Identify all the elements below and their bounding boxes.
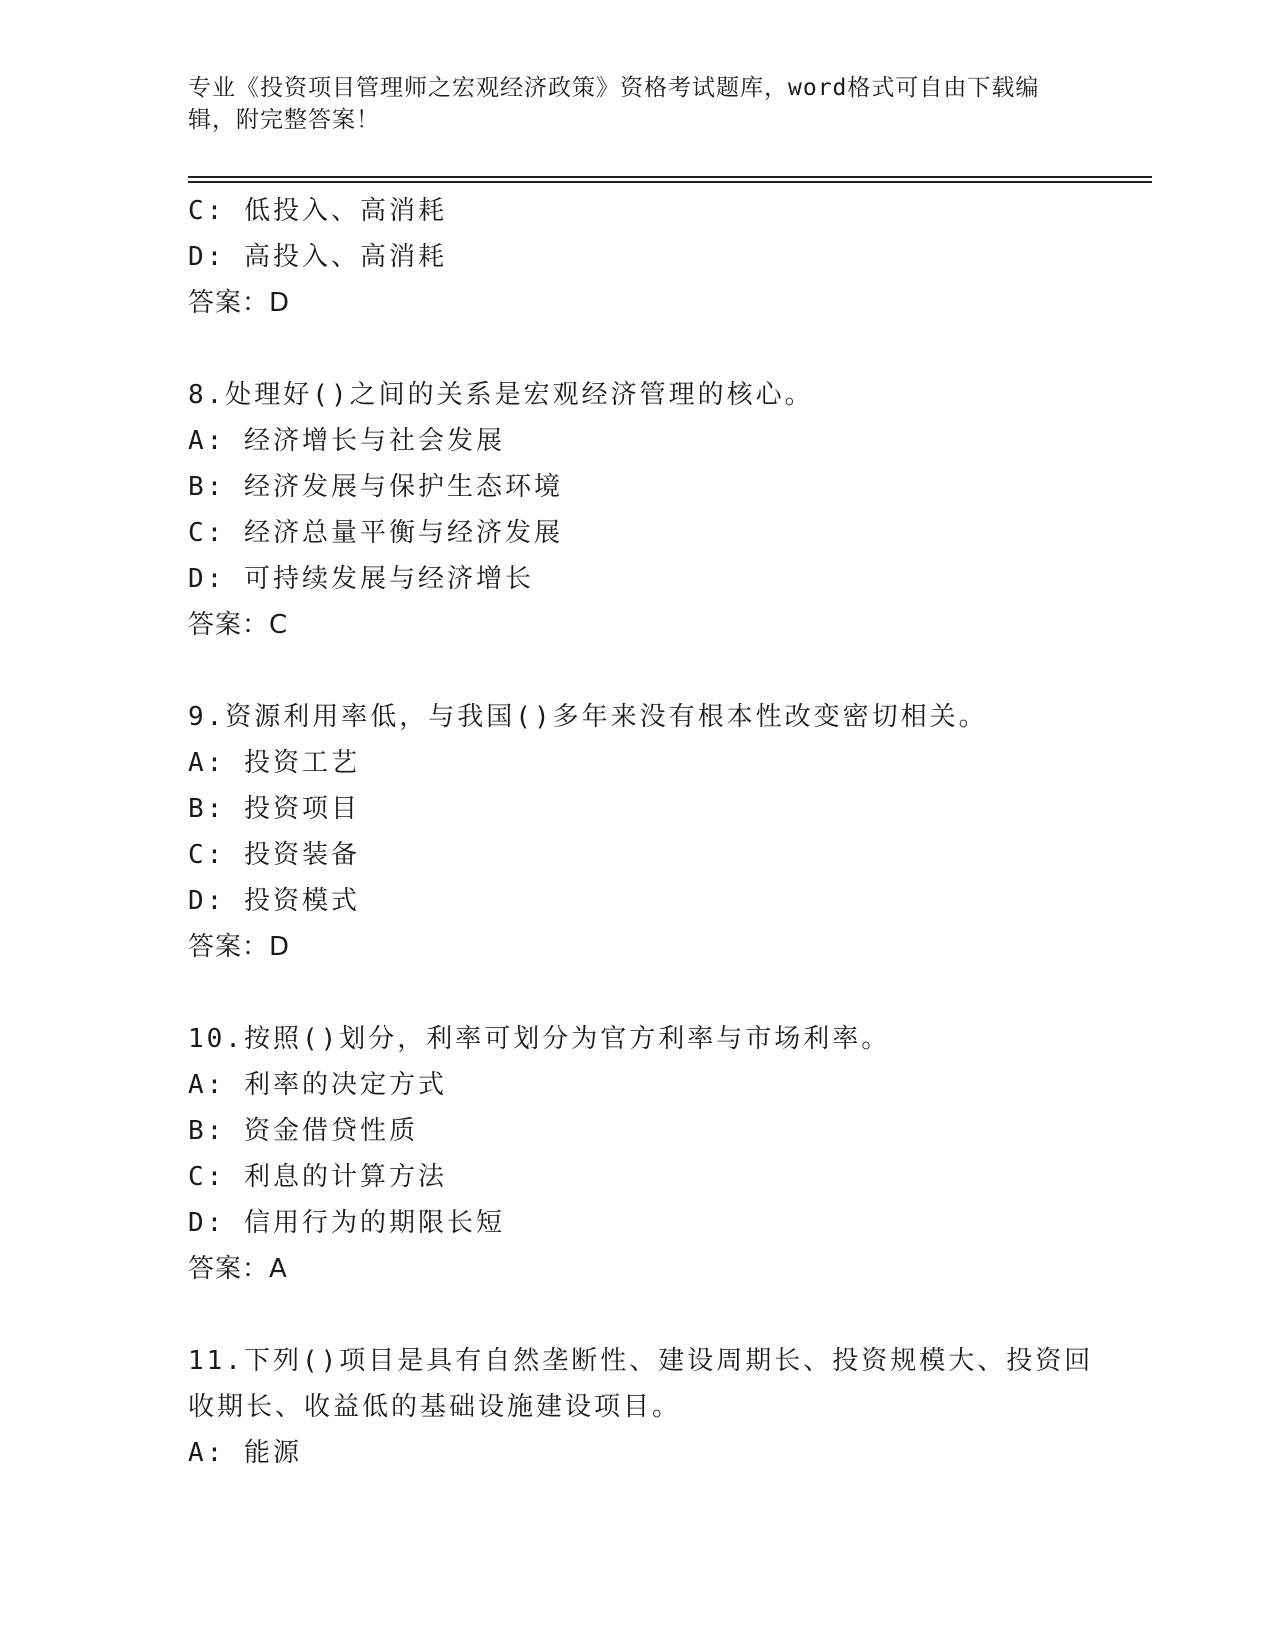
question-stem: 9.资源利用率低，与我国()多年来没有根本性改变密切相关。 [188,702,988,732]
header-line-2: 辑，附完整答案！ [188,107,380,133]
option-line: B: 资金借贷性质 [188,1116,418,1146]
option-line: D: 可持续发展与经济增长 [188,564,534,594]
answer-line: 答案：A [188,1254,288,1284]
option-line: A: 经济增长与社会发展 [188,426,505,456]
option-line: C: 低投入、高消耗 [188,196,447,226]
spacer [188,970,1088,1016]
spacer [188,1292,1088,1338]
option-line: B: 经济发展与保护生态环境 [188,472,563,502]
spacer [188,326,1088,372]
question-stem-line-2: 收期长、收益低的基础设施建设项目。 [188,1392,682,1422]
option-line: D: 高投入、高消耗 [188,242,447,272]
question-stem: 10.按照()划分，利率可划分为官方利率与市场利率。 [188,1024,891,1054]
option-line: A: 利率的决定方式 [188,1070,447,1100]
option-line: A: 能源 [188,1438,302,1468]
answer-line: 答案：D [188,288,291,318]
option-line: D: 投资模式 [188,886,360,916]
header-divider-bottom [188,181,1152,183]
answer-line: 答案：C [188,610,289,640]
option-line: B: 投资项目 [188,794,360,824]
spacer [188,648,1088,694]
option-line: A: 投资工艺 [188,748,360,778]
option-line: C: 利息的计算方法 [188,1162,447,1192]
question-content [188,188,1094,1476]
option-line: C: 经济总量平衡与经济发展 [188,518,563,548]
question-stem-line-1: 11.下列()项目是具有自然垄断性、建设周期长、投资规模大、投资回 [188,1346,1094,1376]
option-line: C: 投资装备 [188,840,360,870]
answer-line: 答案：D [188,932,291,962]
question-stem: 8.处理好()之间的关系是宏观经济管理的核心。 [188,380,814,410]
header-divider-top [188,176,1152,178]
document-header [188,72,1088,136]
option-line: D: 信用行为的期限长短 [188,1208,505,1238]
header-line-1: 专业《投资项目管理师之宏观经济政策》资格考试题库，word格式可自由下载编 [188,75,1040,101]
